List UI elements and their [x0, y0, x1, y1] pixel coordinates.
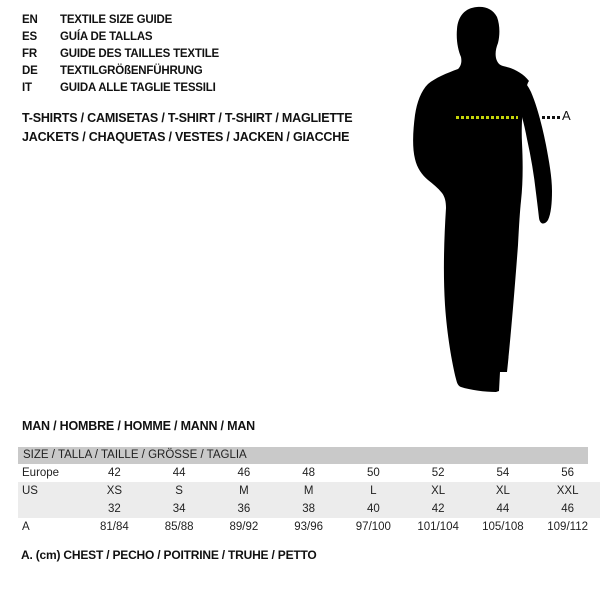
row-label: [18, 500, 82, 518]
language-label: GUÍA DE TALLAS: [60, 31, 153, 43]
category-line-tshirts: T-SHIRTS / CAMISETAS / T-SHIRT / T-SHIRT / MAGLIETTE: [22, 111, 353, 125]
table-cell: 101/104: [417, 521, 459, 533]
table-cell: 54: [496, 467, 510, 479]
measurement-a-label: A: [562, 108, 571, 123]
table-cell: 44: [172, 467, 186, 479]
table-cell: 52: [431, 467, 445, 479]
table-cell: S: [175, 485, 183, 497]
table-cell: 93/96: [294, 521, 324, 533]
table-cell: 48: [302, 467, 316, 479]
language-code: DE: [22, 65, 38, 77]
man-silhouette: [395, 5, 575, 395]
table-cell: 89/92: [229, 521, 259, 533]
footnote-chest: A. (cm) CHEST / PECHO / POITRINE / TRUHE / PETTO: [21, 548, 317, 562]
language-row-fr: [22, 46, 219, 63]
table-cell: 109/112: [547, 521, 588, 533]
table-cell: 81/84: [99, 521, 129, 533]
table-cell: XXL: [556, 485, 579, 497]
table-cell: 46: [561, 503, 575, 515]
table-cell: 85/88: [164, 521, 194, 533]
language-row-es: [22, 29, 219, 46]
table-row-numeric: [18, 500, 600, 518]
table-cell: 44: [496, 503, 510, 515]
table-cell: 50: [366, 467, 380, 479]
language-label: TEXTILGRÖßENFÜHRUNG: [60, 65, 203, 77]
language-code: IT: [22, 82, 32, 94]
table-cell: M: [239, 485, 249, 497]
table-cell: XL: [431, 485, 446, 497]
table-cell: 34: [172, 503, 186, 515]
table-row-europe: [18, 464, 600, 482]
section-title-man: MAN / HOMBRE / HOMME / MANN / MAN: [22, 419, 255, 433]
language-row-de: [22, 63, 219, 80]
table-row-chest: [18, 518, 600, 536]
table-cell: 105/108: [482, 521, 524, 533]
table-cell: 97/100: [355, 521, 391, 533]
row-label: US: [22, 485, 38, 497]
language-row-en: [22, 12, 219, 29]
size-table: [18, 447, 600, 536]
language-code: FR: [22, 48, 37, 60]
table-cell: 36: [237, 503, 251, 515]
table-cell: 56: [561, 467, 575, 479]
language-label: GUIDA ALLE TAGLIE TESSILI: [60, 82, 216, 94]
chest-line-black: [542, 116, 560, 119]
category-lines: [22, 109, 352, 147]
chest-line-yellow: [456, 116, 518, 119]
language-label: GUIDE DES TAILLES TEXTILE: [60, 48, 219, 60]
language-code: EN: [22, 14, 38, 26]
language-code: ES: [22, 31, 37, 43]
row-label: A: [22, 521, 30, 533]
table-row-us: [18, 482, 600, 500]
table-cell: 42: [431, 503, 445, 515]
language-row-it: [22, 80, 219, 97]
table-cell: XS: [106, 485, 123, 497]
table-cell: 38: [302, 503, 316, 515]
category-line-jackets: JACKETS / CHAQUETAS / VESTES / JACKEN / GIACCHE: [22, 130, 350, 144]
table-cell: M: [303, 485, 314, 497]
language-label: TEXTILE SIZE GUIDE: [60, 14, 173, 26]
row-label: Europe: [22, 467, 60, 479]
table-cell: 32: [107, 503, 121, 515]
table-cell: XL: [495, 485, 510, 497]
table-cell: L: [370, 485, 377, 497]
table-cell: 40: [366, 503, 380, 515]
language-list: [22, 12, 219, 97]
table-cell: 46: [237, 467, 251, 479]
table-cell: 42: [107, 467, 121, 479]
table-header: SIZE / TALLA / TAILLE / GRÖSSE / TAGLIA: [18, 447, 588, 464]
